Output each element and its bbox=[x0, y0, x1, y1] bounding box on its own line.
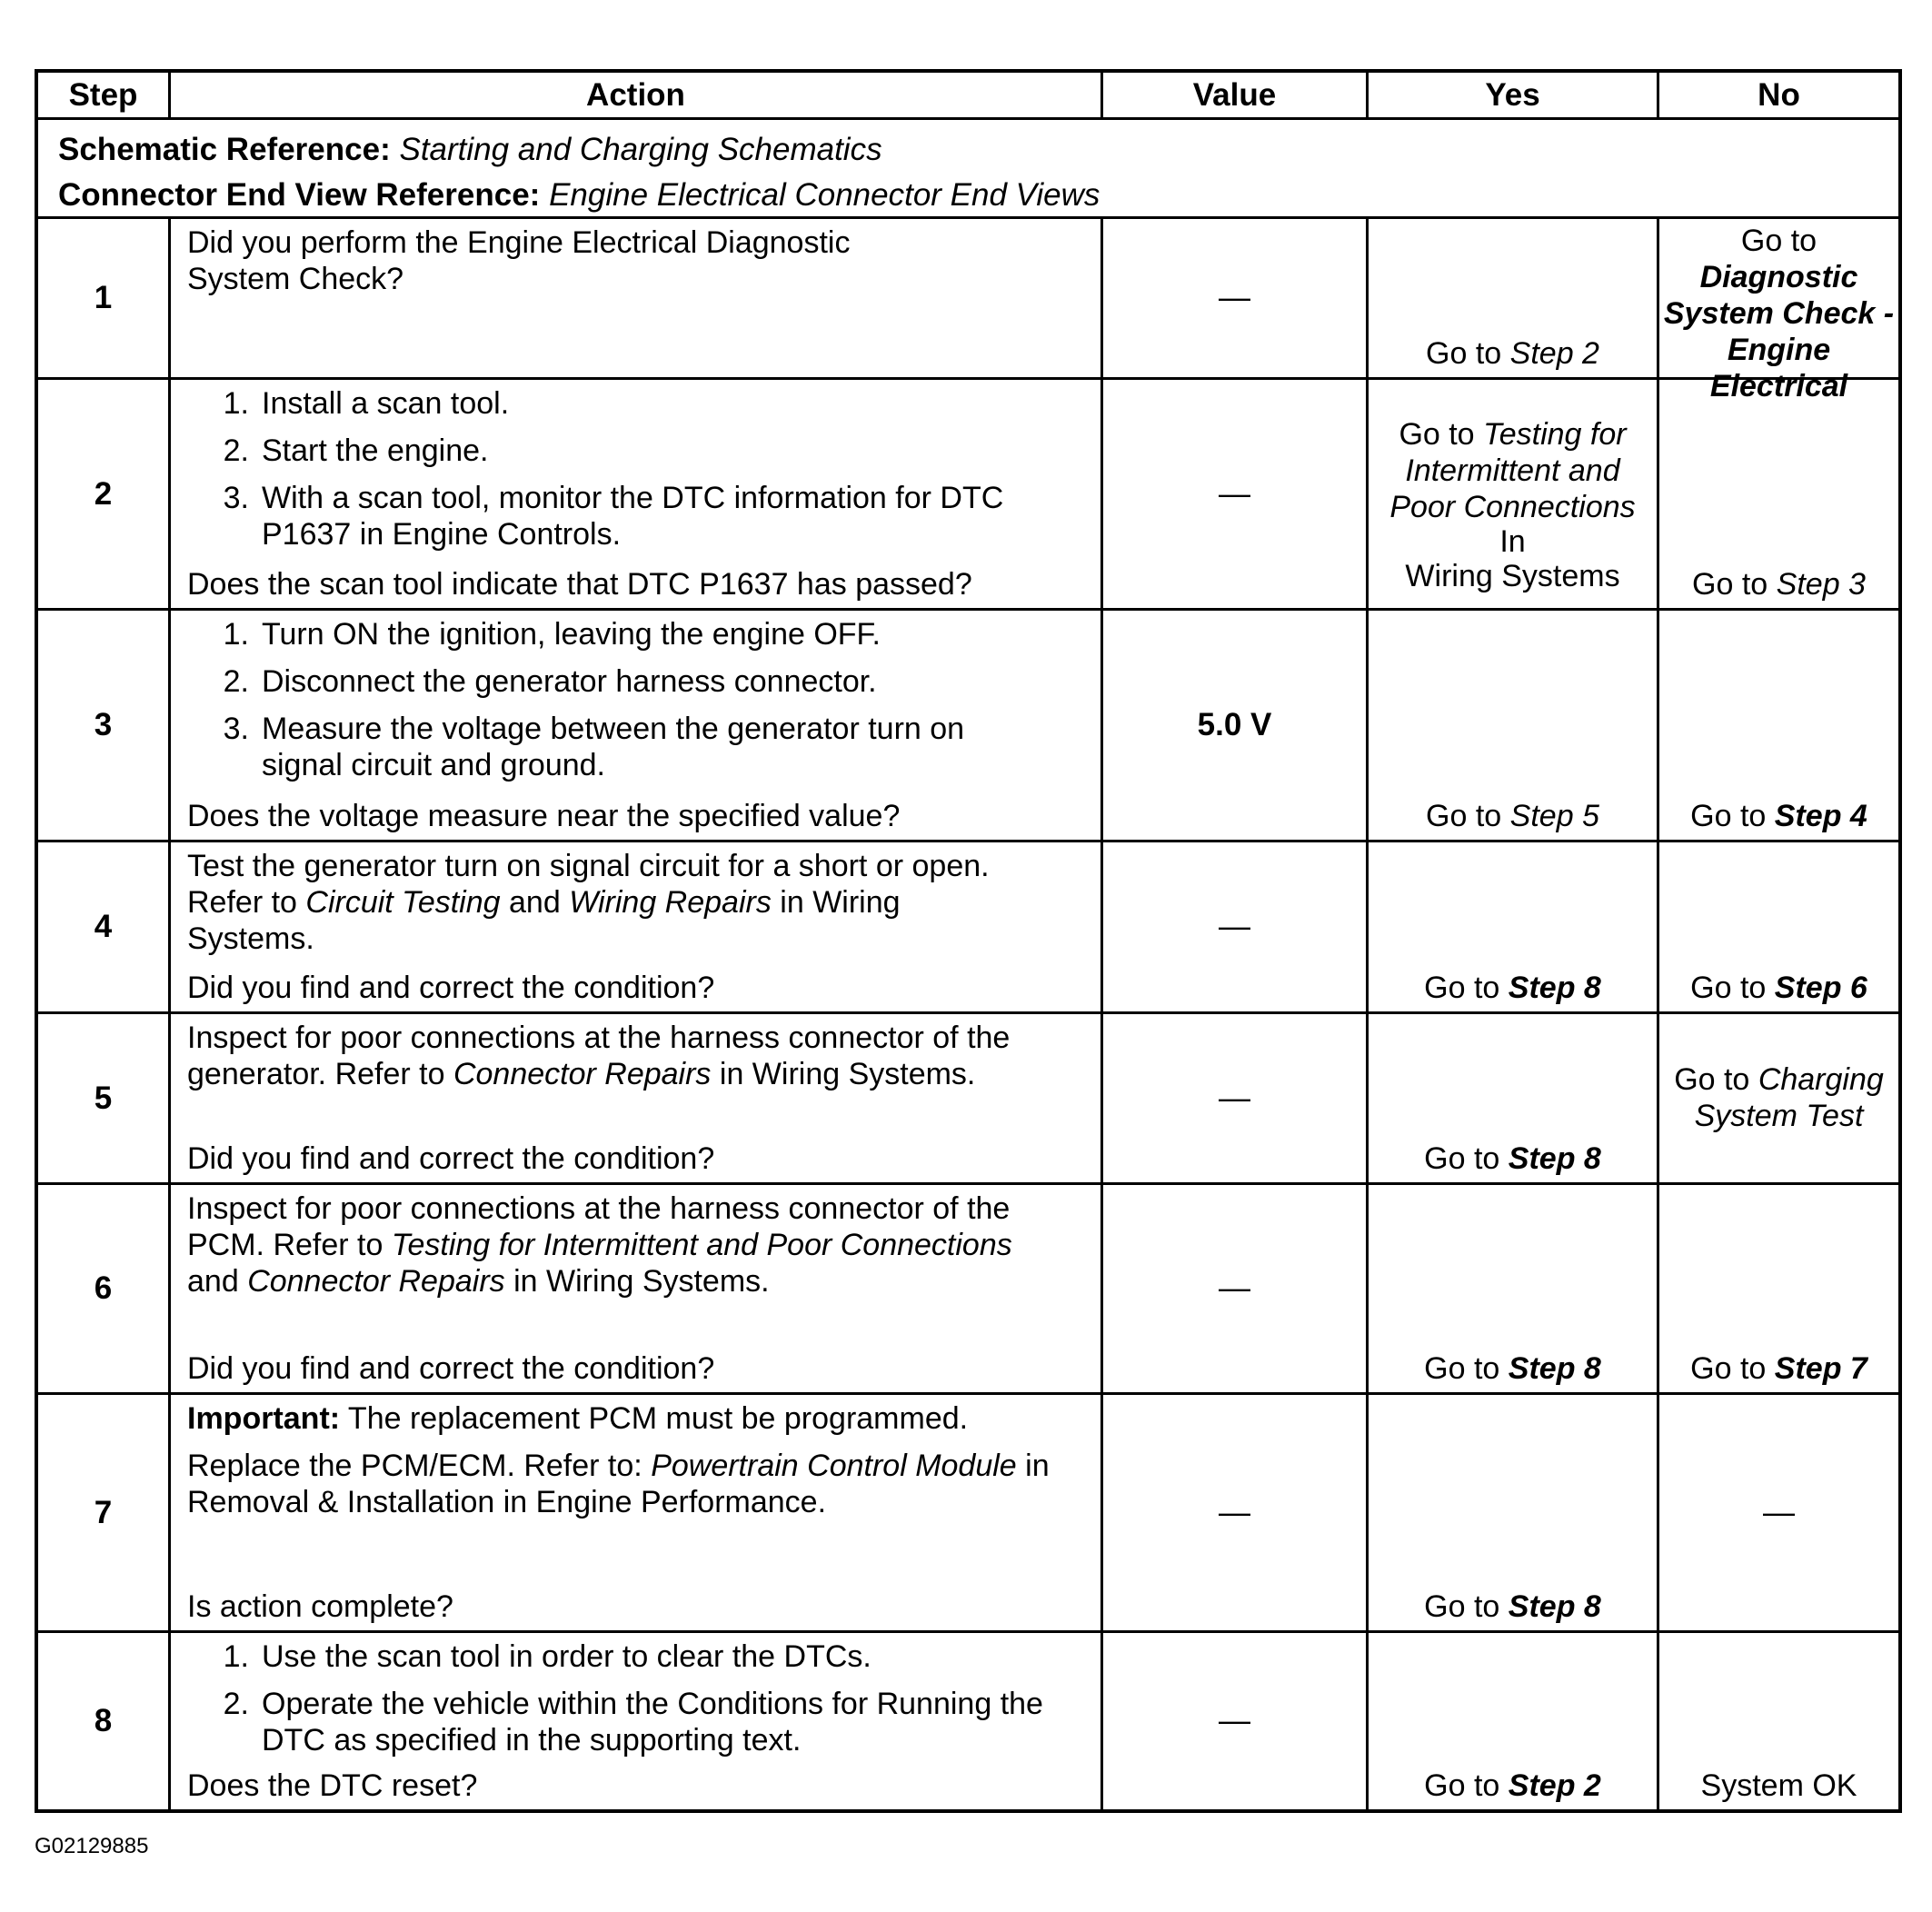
step-number: 7 bbox=[94, 1494, 113, 1530]
action-cell: Inspect for poor connections at the harness connector of the generator. Refer to Connector Repairs in Wiring Systems. Did you find and correct the condition? bbox=[168, 1014, 1100, 1182]
list-item: 2. Disconnect the generator harness connector. bbox=[223, 664, 877, 699]
list-item: 1. Turn ON the ignition, leaving the engine OFF. bbox=[223, 617, 881, 652]
step-number: 6 bbox=[94, 1270, 113, 1306]
value-cell: — bbox=[1100, 219, 1366, 377]
yes-goto: Go to Testing for Intermittent and Poor Connections In Wiring Systems bbox=[1389, 417, 1636, 593]
no-cell bbox=[1657, 380, 1898, 608]
yes-cell bbox=[1366, 842, 1657, 1011]
table-row bbox=[38, 1182, 1898, 1392]
no-cell bbox=[1657, 1185, 1898, 1392]
step-number: 1 bbox=[94, 280, 113, 315]
no-cell bbox=[1657, 842, 1898, 1011]
connector-reference: Connector End View Reference: Engine Electrical Connector End Views bbox=[58, 177, 1100, 213]
yes-cell bbox=[1366, 1014, 1657, 1182]
no-goto: Go to Step 7 bbox=[1690, 1351, 1867, 1386]
reference-block bbox=[38, 120, 1898, 216]
table-row bbox=[38, 377, 1898, 608]
value-cell: — bbox=[1100, 842, 1366, 1011]
no-cell bbox=[1657, 611, 1898, 840]
no-goto: Go to Step 3 bbox=[1692, 567, 1866, 602]
yes-goto: Go to Step 8 bbox=[1424, 1351, 1601, 1386]
action-question: Did you find and correct the condition? bbox=[187, 971, 715, 1005]
no-goto: Go to Step 6 bbox=[1690, 971, 1867, 1005]
no-goto: Go to Diagnostic System Check - Engine Electrical bbox=[1663, 224, 1895, 403]
table-row bbox=[38, 608, 1898, 840]
yes-cell bbox=[1366, 219, 1657, 377]
table-row bbox=[38, 1392, 1898, 1630]
list-item: 1. Use the scan tool in order to clear the DTCs. bbox=[223, 1639, 871, 1674]
header-value: Value bbox=[1100, 73, 1366, 117]
important-note: Important: The replacement PCM must be programmed. bbox=[187, 1401, 969, 1436]
step-number: 3 bbox=[94, 707, 113, 742]
action-question: Does the DTC reset? bbox=[187, 1768, 478, 1803]
step-number: 8 bbox=[94, 1703, 113, 1738]
diagnostic-table bbox=[35, 69, 1902, 1813]
list-item: 3. With a scan tool, monitor the DTC information for DTC P1637 in Engine Controls. bbox=[223, 481, 1004, 552]
no-cell bbox=[1657, 219, 1898, 403]
value-cell: 5.0 V bbox=[1100, 611, 1366, 840]
list-item: 2. Start the engine. bbox=[223, 433, 489, 468]
no-cell: — bbox=[1657, 1395, 1898, 1630]
table-row bbox=[38, 1630, 1898, 1809]
table-row bbox=[38, 216, 1898, 403]
step-number: 5 bbox=[94, 1080, 113, 1116]
action-cell bbox=[168, 611, 1100, 840]
list-item: 3. Measure the voltage between the generator turn on signal circuit and ground. bbox=[223, 712, 965, 782]
yes-cell bbox=[1366, 1185, 1657, 1392]
yes-cell bbox=[1366, 1395, 1657, 1630]
yes-goto: Go to Step 5 bbox=[1426, 799, 1599, 833]
figure-code: G02129885 bbox=[35, 1834, 149, 1858]
yes-cell bbox=[1366, 380, 1657, 608]
action-list bbox=[187, 385, 1091, 553]
action-question: Does the voltage measure near the specified value? bbox=[187, 799, 901, 833]
step-number: 4 bbox=[94, 909, 113, 944]
action-question: Is action complete? bbox=[187, 1589, 453, 1624]
yes-goto: Go to Step 2 bbox=[1424, 1768, 1601, 1803]
header-yes: Yes bbox=[1366, 73, 1657, 117]
value-cell: — bbox=[1100, 1395, 1366, 1630]
action-question: Did you find and correct the condition? bbox=[187, 1351, 715, 1386]
no-goto: Go to Step 4 bbox=[1690, 799, 1867, 833]
action-cell: Important: The replacement PCM must be programmed. Replace the PCM/ECM. Refer to: Powertrain Control Module in Removal & Installation in Engine Performance. Is action complete? bbox=[168, 1395, 1100, 1630]
action-question: Did you find and correct the condition? bbox=[187, 1141, 715, 1176]
no-goto: Go to Charging System Test bbox=[1674, 1062, 1884, 1133]
list-item: 1. Install a scan tool. bbox=[223, 386, 510, 421]
action-cell: Did you perform the Engine Electrical Diagnostic System Check? bbox=[168, 219, 1100, 377]
yes-cell bbox=[1366, 611, 1657, 840]
action-list bbox=[187, 1638, 1091, 1758]
schematic-reference: Schematic Reference: Starting and Charging Schematics bbox=[58, 132, 882, 167]
yes-goto: Go to Step 8 bbox=[1424, 1589, 1601, 1624]
table-row bbox=[38, 1011, 1898, 1182]
action-list bbox=[187, 616, 1091, 783]
list-item: 2. Operate the vehicle within the Conditions for Running the DTC as specified in the supporting text. bbox=[223, 1687, 1043, 1758]
header-action: Action bbox=[168, 73, 1100, 117]
action-cell bbox=[168, 1633, 1100, 1809]
no-cell bbox=[1657, 1633, 1898, 1809]
yes-cell bbox=[1366, 1633, 1657, 1809]
action-cell: Inspect for poor connections at the harness connector of the PCM. Refer to Testing for Intermittent and Poor Connections and Connector Repairs in Wiring Systems. Did you find and correct the condition? bbox=[168, 1185, 1100, 1392]
header-step: Step bbox=[68, 76, 138, 113]
step-number: 2 bbox=[94, 475, 113, 512]
no-result: System OK bbox=[1700, 1768, 1857, 1803]
yes-goto: Go to Step 8 bbox=[1424, 971, 1601, 1005]
value-cell: — bbox=[1100, 380, 1366, 608]
value-cell: — bbox=[1100, 1185, 1366, 1392]
table-row bbox=[38, 840, 1898, 1011]
table-header bbox=[38, 73, 1898, 117]
action-cell bbox=[168, 380, 1100, 608]
yes-goto: Go to Step 8 bbox=[1424, 1141, 1601, 1176]
header-no: No bbox=[1657, 73, 1898, 117]
reference-row bbox=[38, 117, 1898, 216]
value-cell: — bbox=[1100, 1633, 1366, 1809]
yes-goto: Go to Step 2 bbox=[1426, 336, 1599, 371]
action-cell: Test the generator turn on signal circuit for a short or open. Refer to Circuit Testing and Wiring Repairs in Wiring Systems. Did you find and correct the condition? bbox=[168, 842, 1100, 1011]
action-question: Does the scan tool indicate that DTC P1637 has passed? bbox=[187, 567, 972, 602]
no-cell bbox=[1657, 1014, 1898, 1182]
value-cell: — bbox=[1100, 1014, 1366, 1182]
